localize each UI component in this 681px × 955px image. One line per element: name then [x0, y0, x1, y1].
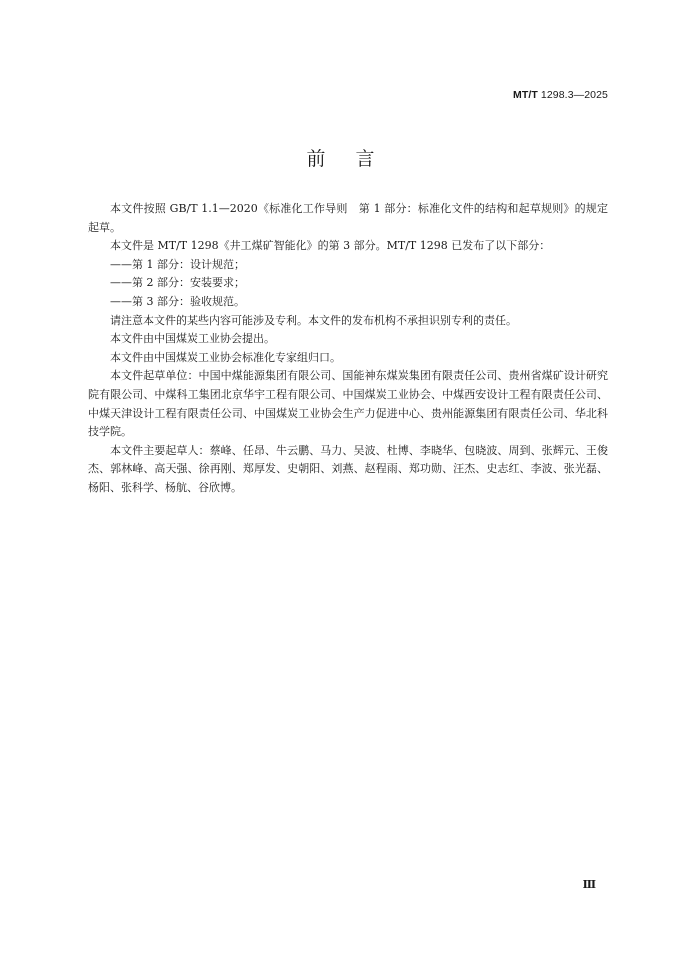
paragraph-drafting-basis: 本文件按照 GB/T 1.1—2020《标准化工作导则 第 1 部分：标准化文件的结构和起草规则》的规定起草。 [88, 202, 608, 234]
page-number: Ⅲ [582, 878, 596, 891]
paragraph-patent-notice: 请注意本文件的某些内容可能涉及专利。本文件的发布机构不承担识别专利的责任。 [110, 313, 517, 327]
list-item-part-1: ——第 1 部分：设计规范； [110, 257, 245, 271]
paragraph-under-jurisdiction: 本文件由中国煤炭工业协会标准化专家组归口。 [110, 350, 341, 364]
standard-number: 1298.3—2025 [537, 89, 608, 101]
standard-prefix: MT/T [513, 89, 538, 101]
list-item-part-2: ——第 2 部分：安装要求； [110, 276, 245, 290]
page-title: 前言 [306, 148, 405, 170]
paragraph-drafters: 本文件主要起草人：蔡峰、任昂、牛云鹏、马力、吴波、杜博、李晓华、包晓波、周到、张辉元、王俊杰、郭林峰、高天强、徐再刚、郑厚发、史朝阳、刘燕、赵程雨、郑功勋、汪杰、史志红、李波、张光磊、杨阳、张科学、杨航、谷欣博。 [88, 443, 608, 494]
list-item-part-3: ——第 3 部分：验收规范。 [110, 294, 245, 308]
foreword-body [88, 200, 608, 498]
paragraph-drafting-organizations: 本文件起草单位：中国中煤能源集团有限公司、国能神东煤炭集团有限责任公司、贵州省煤矿设计研究院有限公司、中煤科工集团北京华宇工程有限公司、中国煤炭工业协会、中煤西安设计工程有限责任公司、中煤天津设计工程有限责任公司、中国煤炭工业协会生产力促进中心、贵州能源集团有限责任公司、华北科技学院。 [88, 369, 608, 439]
paragraph-series-intro: 本文件是 MT/T 1298《井工煤矿智能化》的第 3 部分。MT/T 1298 已发布了以下部分： [110, 239, 551, 253]
paragraph-proposed-by: 本文件由中国煤炭工业协会提出。 [110, 332, 275, 346]
page-header-standard-number [513, 89, 608, 101]
